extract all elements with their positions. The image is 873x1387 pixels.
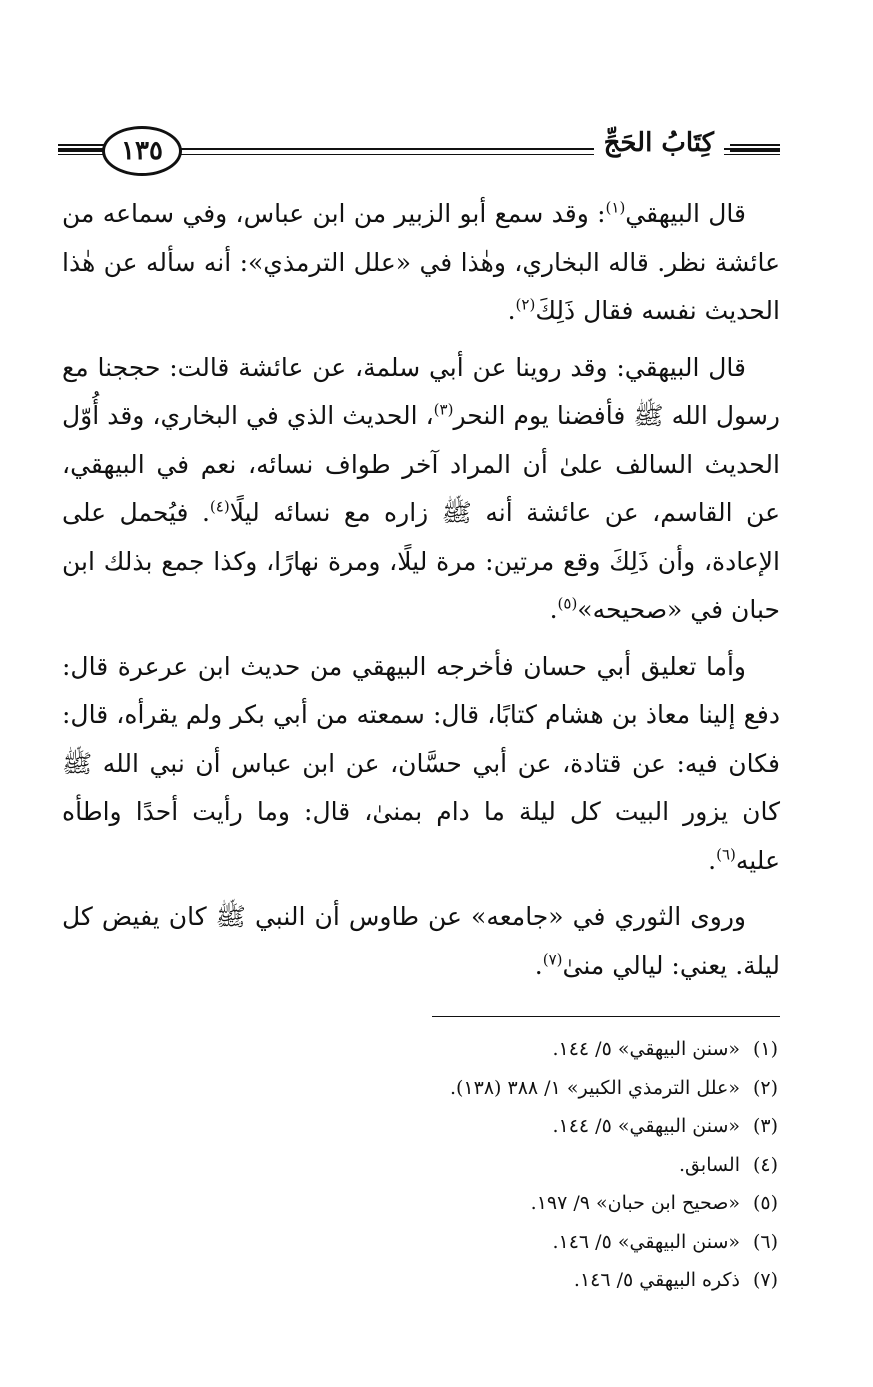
footnote-text: «سنن البيهقي» ٥/ ١٤٦. bbox=[552, 1230, 740, 1253]
header-left-ornament bbox=[58, 144, 108, 156]
page-header bbox=[58, 120, 780, 180]
footnote-item bbox=[300, 1261, 778, 1300]
footnote-text: السابق. bbox=[679, 1153, 740, 1176]
paragraph-text: . bbox=[708, 845, 717, 875]
footnote-number: (٢) bbox=[752, 1076, 778, 1099]
book-title: كِتَابُ الحَجِّ bbox=[594, 130, 724, 156]
footnote-item bbox=[300, 1069, 778, 1108]
footnote-reference: (٧) bbox=[542, 950, 563, 969]
footnotes bbox=[300, 1030, 778, 1300]
footnote-number: (٣) bbox=[752, 1115, 778, 1137]
footnote-item bbox=[300, 1146, 778, 1185]
footnote-number: (٧) bbox=[752, 1269, 778, 1291]
paragraph-text: ، الحديث الذي في البخاري، وقد أُوّل الحديث السالف علىٰ أن المراد آخر طواف نسائه، نعم في البيهقي، عن القاسم، عن عائشة أنه ﷺ زاره مع نسائه ليلًا bbox=[62, 401, 781, 527]
footnote-number: (٥) bbox=[752, 1192, 778, 1214]
footnote-item bbox=[300, 1107, 778, 1146]
footnote-reference: (٢) bbox=[515, 295, 536, 314]
paragraph-text: . bbox=[534, 950, 543, 980]
paragraph-text: . bbox=[549, 595, 558, 624]
main-text bbox=[62, 190, 780, 998]
paragraph-text: : وقد سمع أبو الزبير من ابن عباس، وفي سماعه من عائشة نظر. قاله البخاري، وهٰذا في «علل الترمذي»: أنه سأله عن هٰذا الحديث نفسه فقال ذَلِكَ bbox=[62, 199, 780, 325]
footnote-separator bbox=[432, 1016, 780, 1017]
footnote-number: (٤) bbox=[752, 1153, 778, 1176]
paragraph bbox=[62, 344, 780, 635]
paragraph bbox=[62, 643, 780, 886]
paragraph-text: قال البيهقي: وقد روينا عن أبي سلمة، عن عائشة قالت: حججنا مع رسول الله ﷺ فأفضنا يوم النحر bbox=[62, 352, 780, 430]
paragraph-text: قال البيهقي bbox=[625, 199, 746, 228]
footnote-number: (٦) bbox=[752, 1230, 778, 1253]
footnote-text: «سنن البيهقي» ٥/ ١٤٤. bbox=[552, 1115, 740, 1137]
footnote-item bbox=[300, 1184, 778, 1223]
footnote-reference: (١) bbox=[605, 198, 626, 217]
paragraph bbox=[62, 893, 780, 990]
footnote-text: «سنن البيهقي» ٥/ ١٤٤. bbox=[552, 1038, 740, 1060]
footnote-text: «صحيح ابن حبان» ٩/ ١٩٧. bbox=[530, 1192, 740, 1214]
paragraph-text: وأما تعليق أبي حسان فأخرجه البيهقي من حديث ابن عرعرة قال: دفع إلينا معاذ بن هشام كتابًا، قال: سمعته من أبي بكر ولم يقرأه، قال: فكان فيه: عن قتادة، عن أبي حسَّان، عن ابن عباس أن نبي الله ﷺ كان يزور البيت كل ليلة ما دام بمنىٰ، قال: وما رأيت أحدًا واطأه عليه bbox=[62, 651, 780, 875]
footnote-reference: (٦) bbox=[716, 845, 736, 864]
paragraph bbox=[62, 190, 780, 336]
footnote-text: «علل الترمذي الكبير» ١/ ٣٨٨ (١٣٨). bbox=[449, 1076, 740, 1099]
footnote-item bbox=[300, 1223, 778, 1262]
paragraph-text: . bbox=[507, 296, 516, 325]
paragraph-text: . فيُحمل على الإعادة، وأن ذَلِكَ وقع مرتين: مرة ليلًا، ومرة نهارًا، وكذا جمع بذلك ابن حبان في «صحيحه» bbox=[62, 498, 780, 624]
footnote-number: (١) bbox=[752, 1038, 778, 1060]
paragraph-text: وروى الثوري في «جامعه» عن طاوس أن النبي ﷺ كان يفيض كل ليلة. يعني: ليالي منىٰ bbox=[62, 902, 780, 980]
footnote-text: ذكره البيهقي ٥/ ١٤٦. bbox=[573, 1269, 740, 1291]
footnote-reference: (٤) bbox=[209, 497, 230, 516]
page-number: ١٣٥ bbox=[102, 126, 182, 176]
footnote-item bbox=[300, 1030, 778, 1069]
footnote-reference: (٥) bbox=[557, 594, 578, 613]
header-right-ornament bbox=[730, 144, 780, 156]
footnote-reference: (٣) bbox=[433, 400, 454, 419]
